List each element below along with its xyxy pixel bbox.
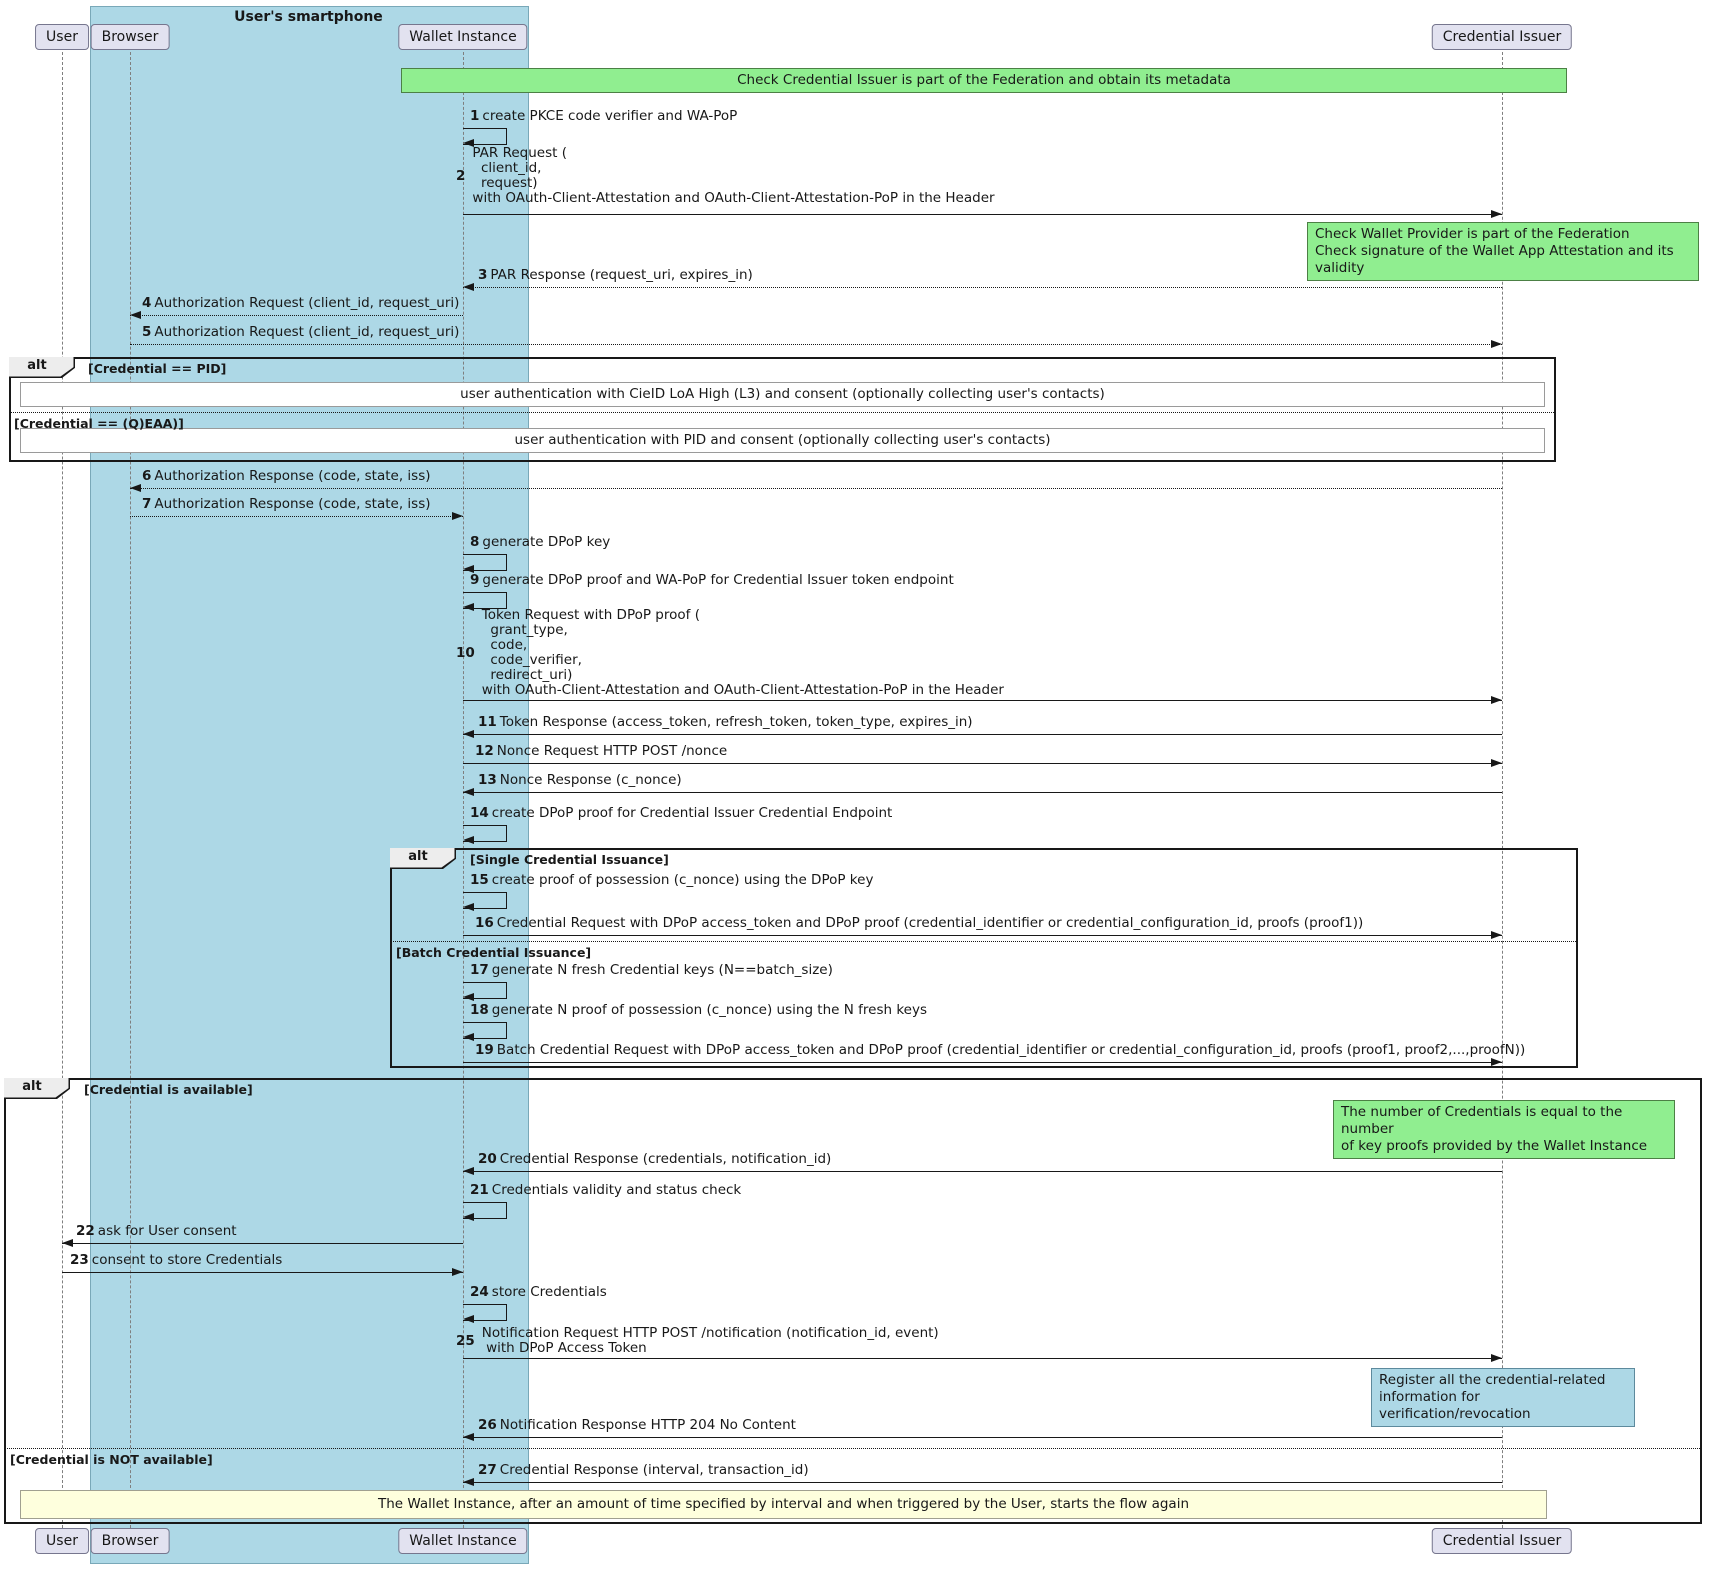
message-arrowhead: [463, 283, 474, 291]
message-arrowhead: [130, 484, 141, 492]
message-arrow-line: [463, 763, 1502, 764]
message-label: 12 Nonce Request HTTP POST /nonce: [475, 743, 728, 759]
message-arrow-line: [463, 287, 1502, 288]
message-label: 6 Authorization Response (code, state, iss): [142, 468, 431, 484]
message-arrow-line: [463, 1437, 1502, 1438]
message-arrowhead: [1491, 340, 1502, 348]
self-message-arrowhead: [463, 1033, 474, 1041]
message-label: 26 Notification Response HTTP 204 No Content: [478, 1417, 796, 1433]
alt-label: alt: [22, 1079, 42, 1094]
message-label: 9 generate DPoP proof and WA-PoP for Credential Issuer token endpoint: [470, 572, 954, 588]
message-label: 24 store Credentials: [470, 1284, 607, 1300]
self-message-arrowhead: [463, 903, 474, 911]
note-line: Check Wallet Provider is part of the Federation: [1315, 226, 1630, 242]
message-label: 7 Authorization Response (code, state, iss): [142, 496, 431, 512]
alt-divider: [9, 412, 1556, 413]
message-arrowhead: [463, 1433, 474, 1441]
message-arrowhead: [452, 512, 463, 520]
alt-guard: [Credential is available]: [84, 1082, 253, 1097]
note-register-info: [1371, 1368, 1635, 1427]
message-arrow-line: [463, 1358, 1502, 1359]
message-label: 19 Batch Credential Request with DPoP access_token and DPoP proof (credential_identifier or credential_configuration_id, proofs (proof1, proof2,...,proofN)): [475, 1042, 1526, 1058]
alt-tab: [390, 848, 456, 869]
message-label: 22 ask for User consent: [76, 1223, 237, 1239]
message-label: 4 Authorization Request (client_id, request_uri): [142, 295, 460, 311]
message-label: 20 Credential Response (credentials, notification_id): [478, 1151, 832, 1167]
self-message-arrowhead: [463, 836, 474, 844]
message-label: 10 Token Request with DPoP proof ( grant_type, code, code_verifier, redirect_uri) with OAuth-Client-Attestation and OAuth-Client-Attestation-PoP in the Header: [456, 607, 1004, 698]
message-label: 25 Notification Request HTTP POST /notification (notification_id, event) with DPoP Access Token: [456, 1325, 939, 1356]
alt-label: alt: [408, 849, 428, 864]
alt-guard: [Credential == PID]: [88, 361, 227, 376]
message-arrow-line: [463, 935, 1502, 936]
participant-box-issuer: Credential Issuer: [1432, 24, 1572, 50]
message-arrow-line: [130, 344, 1502, 345]
alt-tab: [4, 1078, 70, 1099]
message-arrowhead: [1491, 1354, 1502, 1362]
message-arrowhead: [463, 1478, 474, 1486]
note-credential-count: [1333, 1100, 1675, 1159]
alt-label: alt: [27, 358, 47, 373]
message-label: 16 Credential Request with DPoP access_token and DPoP proof (credential_identifier or credential_configuration_id, proofs (proof1)): [475, 915, 1364, 931]
note-line: of key proofs provided by the Wallet Instance: [1341, 1138, 1648, 1154]
auth-note-pid: user authentication with CieID LoA High (L3) and consent (optionally collecting user's contacts): [20, 382, 1545, 407]
message-arrow-line: [463, 700, 1502, 701]
participant-box-issuer: Credential Issuer: [1432, 1528, 1572, 1554]
message-label: 27 Credential Response (interval, transaction_id): [478, 1462, 809, 1478]
message-arrowhead: [1491, 1058, 1502, 1066]
message-label: 21 Credentials validity and status check: [470, 1182, 742, 1198]
message-arrowhead: [463, 730, 474, 738]
message-arrow-line: [62, 1272, 463, 1273]
message-label: 8 generate DPoP key: [470, 534, 611, 550]
note-line: Register all the credential-related: [1379, 1372, 1606, 1388]
alt-guard: [Credential is NOT available]: [10, 1452, 213, 1467]
message-label: 15 create proof of possession (c_nonce) using the DPoP key: [470, 872, 874, 888]
message-arrowhead: [452, 1268, 463, 1276]
note-line: The number of Credentials is equal to the number: [1341, 1104, 1623, 1137]
message-label: 18 generate N proof of possession (c_nonce) using the N fresh keys: [470, 1002, 928, 1018]
participant-box-wallet: Wallet Instance: [398, 1528, 527, 1554]
note-wallet-provider-check: [1307, 222, 1699, 281]
participant-box-wallet: Wallet Instance: [398, 24, 527, 50]
alt-divider: [390, 941, 1578, 942]
message-label: 17 generate N fresh Credential keys (N==batch_size): [470, 962, 833, 978]
message-arrow-line: [130, 516, 463, 517]
message-label: 1 create PKCE code verifier and WA-PoP: [470, 108, 738, 124]
message-label: 11 Token Response (access_token, refresh_token, token_type, expires_in): [478, 714, 973, 730]
message-label: 3 PAR Response (request_uri, expires_in): [478, 267, 753, 283]
message-label: 14 create DPoP proof for Credential Issuer Credential Endpoint: [470, 805, 893, 821]
message-arrow-line: [463, 1062, 1502, 1063]
note-line: information for verification/revocation: [1379, 1389, 1531, 1422]
message-arrowhead: [463, 788, 474, 796]
self-message-arrowhead: [463, 1315, 474, 1323]
message-arrowhead: [1491, 931, 1502, 939]
message-arrowhead: [130, 311, 141, 319]
message-arrow-line: [463, 734, 1502, 735]
message-arrow-line: [463, 792, 1502, 793]
message-arrowhead: [1491, 696, 1502, 704]
note-retry-flow: The Wallet Instance, after an amount of time specified by interval and when triggered by the User, starts the flow again: [20, 1490, 1547, 1519]
message-arrow-line: [62, 1243, 463, 1244]
self-message-arrowhead: [463, 993, 474, 1001]
message-arrowhead: [1491, 210, 1502, 218]
note-line: Check signature of the Wallet App Attestation and its validity: [1315, 243, 1674, 276]
message-label: 5 Authorization Request (client_id, request_uri): [142, 324, 460, 340]
alt-guard: [Single Credential Issuance]: [470, 852, 669, 867]
note-federation-check: Check Credential Issuer is part of the Federation and obtain its metadata: [401, 68, 1567, 93]
message-arrow-line: [463, 1482, 1502, 1483]
message-arrow-line: [130, 315, 463, 316]
auth-note-qeaa: user authentication with PID and consent (optionally collecting user's contacts): [20, 428, 1545, 453]
alt-divider: [4, 1448, 1702, 1449]
message-arrow-line: [463, 214, 1502, 215]
smartphone-box-title: User's smartphone: [234, 9, 383, 25]
message-arrow-line: [463, 1171, 1502, 1172]
alt-guard: [Credential == (Q)EAA)]: [14, 416, 184, 431]
message-arrowhead: [463, 1167, 474, 1175]
message-label: 23 consent to store Credentials: [70, 1252, 283, 1268]
alt-guard: [Batch Credential Issuance]: [396, 945, 592, 960]
message-label: 2 PAR Request ( client_id, request) with OAuth-Client-Attestation and OAuth-Client-Attestation-PoP in the Header: [456, 145, 995, 206]
message-arrowhead: [62, 1239, 73, 1247]
message-arrow-line: [130, 488, 1502, 489]
self-message-arrowhead: [463, 1213, 474, 1221]
message-arrowhead: [1491, 759, 1502, 767]
participant-box-user: User: [35, 24, 89, 50]
message-label: 13 Nonce Response (c_nonce): [478, 772, 682, 788]
participant-box-browser: Browser: [91, 24, 170, 50]
participant-box-browser: Browser: [91, 1528, 170, 1554]
participant-box-user: User: [35, 1528, 89, 1554]
alt-tab: [9, 357, 75, 378]
